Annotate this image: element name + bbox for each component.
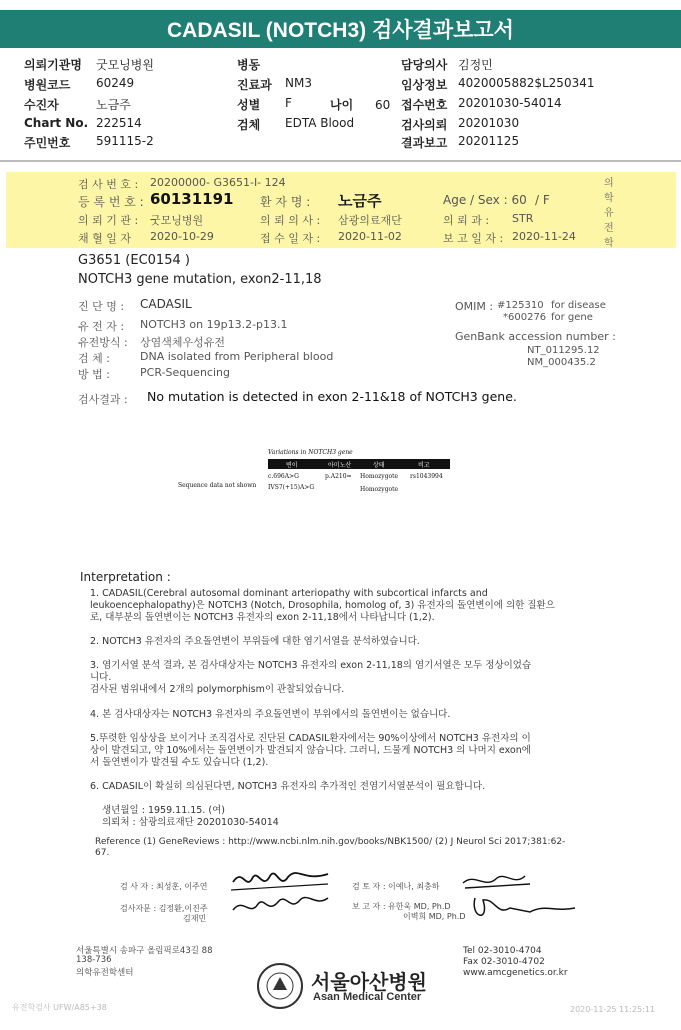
- consultant: 검사자문 : 김정환,이진주: [120, 904, 208, 913]
- reg-no-label: 등 록 번 호 :: [78, 195, 144, 209]
- header-value: 20201030-54014: [458, 96, 562, 110]
- reference-line: Reference (1) GeneReviews : http://www.ncbi.nlm.nih.gov/books/NBK1500/ (2) J Neurol Sci 2017;381:62-: [95, 837, 566, 847]
- address-line: 138-736: [76, 955, 112, 965]
- diag: CADASIL: [140, 297, 192, 311]
- header-label: 병원코드: [24, 78, 71, 92]
- tel: Tel 02-3010-4704: [463, 946, 542, 956]
- header-label: 검사의뢰: [401, 118, 448, 132]
- interp-line: 1. CADASIL(Cerebral autosomal dominant arteriopathy with subcortical infarcts and: [90, 588, 488, 599]
- variations-title: Variations in NOTCH3 gene: [268, 449, 353, 456]
- header-divider: [0, 160, 681, 162]
- var-cell: rs1043994: [410, 473, 443, 480]
- draw-date: 2020-10-29: [150, 230, 214, 243]
- result-text: No mutation is detected in exon 2-11&18 of NOTCH3 gene.: [147, 389, 517, 404]
- var-cell: Homozygote: [360, 486, 399, 493]
- seq-note: Sequence data not shown: [178, 482, 257, 489]
- header-label: 임상정보: [401, 78, 448, 92]
- age-field: [330, 96, 390, 113]
- specimen-label: 검 체 :: [78, 352, 110, 365]
- patient-name: 노금주: [338, 192, 382, 210]
- var-cell: c.696A>G: [268, 473, 299, 480]
- result-label: 검사결과 :: [78, 393, 128, 406]
- age-label: 나이: [330, 98, 354, 112]
- reviewer: 검 토 자 : 이예나, 최충하: [352, 882, 440, 891]
- interp-line: 3. 염기서열 분석 결과, 본 검사대상자는 NOTCH3 유전자의 exon 2-11,18의 염기서열은 모두 정상이었습: [90, 660, 532, 671]
- header-label: 의뢰기관명: [24, 58, 82, 72]
- header-value: 굿모닝병원: [96, 58, 154, 72]
- header-value: 60249: [96, 76, 135, 90]
- inherit-label: 유전방식 :: [78, 336, 128, 349]
- req-inst: 굿모닝병원: [150, 214, 204, 227]
- var-col-header: 변이: [286, 462, 298, 469]
- var-col-header: 상태: [373, 462, 385, 469]
- reporter-2: 이벽희 MD, Ph.D: [403, 912, 466, 921]
- reporter: 보 고 자 : 유한욱 MD, Ph.D: [352, 902, 451, 911]
- interp-line: leukoencephalopathy)은 NOTCH3 (Notch, Drosophila, homolog of, 3) 유전자의 돌연변이에 의한 질환으: [90, 600, 555, 611]
- dept-label: 의 뢰 과 :: [443, 214, 490, 227]
- header-value: 591115-2: [96, 134, 154, 148]
- website: www.amcgenetics.or.kr: [463, 968, 568, 978]
- exam-no: 20200000- G3651-I- 124: [150, 176, 286, 189]
- gene: NOTCH3 on 19p13.2-p13.1: [140, 318, 288, 331]
- variations-header: [268, 459, 450, 469]
- omim-disease: #125310: [497, 300, 544, 311]
- header-label: 접수번호: [401, 98, 448, 112]
- test-code: G3651 (EC0154 ): [78, 253, 190, 268]
- interp-line: 로, 대부분의 돌연변이는 NOTCH3 유전자의 exon 2-11,18에서 나타납니다 (1,2).: [90, 612, 435, 623]
- interp-line: 2. NOTCH3 유전자의 주요돌연변이 부위들에 대한 염기서열을 분석하였습니다.: [90, 636, 420, 647]
- diag-label: 진 단 명 :: [78, 300, 125, 313]
- genbank-label: GenBank accession number :: [455, 330, 616, 343]
- side-text: 의학유전학: [604, 178, 614, 249]
- var-col-header: 아미노산: [328, 462, 352, 469]
- header-value: 20201125: [458, 134, 520, 148]
- reg-no: 60131191: [150, 190, 234, 208]
- agesex-label: Age / Sex : 60: [443, 193, 527, 207]
- examiner: 검 사 자 : 최성훈, 이주연: [120, 882, 208, 891]
- header-value: F: [285, 96, 292, 110]
- test-name: NOTCH3 gene mutation, exon2-11,18: [78, 272, 322, 287]
- report-title: CADASIL (NOTCH3) 검사결과보고서: [0, 10, 681, 48]
- interp-line: 6. CADASIL이 확실히 의심된다면, NOTCH3 유전자의 추가적인 전염기서열분석이 필요합니다.: [90, 781, 486, 792]
- header-label: 진료과: [237, 78, 272, 92]
- header-label: Chart No.: [24, 116, 89, 130]
- examiner-signature-icon: [228, 862, 338, 922]
- header-value: NM3: [285, 76, 312, 90]
- report-date: 2020-11-24: [512, 230, 576, 243]
- header-label: 주민번호: [24, 136, 71, 150]
- omim-gene: *600276: [503, 312, 547, 323]
- header-label: 담당의사: [401, 58, 448, 72]
- hospital-name-kr: 서울아산병원: [311, 970, 427, 994]
- draw-date-label: 채 혈 일 자: [78, 232, 131, 245]
- dept: STR: [512, 212, 534, 225]
- var-cell: p.A210=: [325, 473, 352, 480]
- address-line: 서울특별시 송파구 올림픽로43길 88: [76, 946, 213, 956]
- recv-date: 2020-11-02: [338, 230, 402, 243]
- footer-stamp-left: 유전학검사 UFW/A85+38: [12, 1003, 107, 1012]
- footer-stamp-right: 2020-11-25 11:25:11: [570, 1005, 655, 1014]
- method: PCR-Sequencing: [140, 366, 230, 379]
- consultant-2: 김재민: [183, 914, 207, 923]
- interp-line: 니다.: [90, 672, 112, 683]
- patient-label: 환 자 명 :: [260, 195, 311, 209]
- omim-disease-note: for disease: [551, 300, 606, 311]
- req-doc-label: 의 뢰 의 사 :: [260, 214, 321, 227]
- address-line: 의학유전학센터: [76, 968, 134, 978]
- req-inst-label: 의 뢰 기 관 :: [78, 214, 139, 227]
- header-value: EDTA Blood: [285, 116, 355, 130]
- requester: 의뢰처 : 삼광의료재단 20201030-54014: [102, 817, 279, 828]
- reviewer-signature-icon: [455, 868, 580, 928]
- interp-line: 4. 본 검사대상자는 NOTCH3 유전자의 주요돌연변이 부위에서의 돌연변이는 없습니다.: [90, 709, 451, 720]
- header-label: 수진자: [24, 98, 59, 112]
- birth-date: 생년월일 : 1959.11.15. (여): [102, 805, 225, 816]
- genbank-nt: NT_011295.12: [527, 345, 600, 356]
- header-value: 김정민: [458, 58, 493, 72]
- header-value: 노금주: [96, 98, 131, 112]
- var-cell: IVS7(+15)A>G: [268, 484, 315, 491]
- specimen: DNA isolated from Peripheral blood: [140, 350, 334, 363]
- genbank-nm: NM_000435.2: [527, 357, 596, 368]
- agesex-value: / F: [535, 193, 550, 207]
- interp-line: 검사된 범위내에서 2개의 polymorphism이 관찰되었습니다.: [90, 684, 345, 695]
- recv-date-label: 접 수 일 자 :: [260, 232, 321, 245]
- hospital-name-en: Asan Medical Center: [313, 991, 422, 1003]
- interp-line: 서 돌연변이가 발견될 수도 있습니다 (1,2).: [90, 757, 269, 768]
- header-value: 222514: [96, 116, 142, 130]
- interp-title: Interpretation :: [80, 570, 171, 584]
- interp-line: 5.뚜렷한 임상상을 보이거나 조직검사로 진단된 CADASIL환자에서는 90%이상에서 NOTCH3 유전자의 이: [90, 733, 531, 744]
- req-doc: 삼광의료재단: [338, 214, 402, 227]
- method-label: 방 법 :: [78, 368, 110, 381]
- hospital-seal-icon: [256, 962, 304, 1010]
- header-label: 결과보고: [401, 136, 448, 150]
- header-label: 성별: [237, 98, 261, 112]
- inherit: 상염색체우성유전: [140, 336, 226, 349]
- var-cell: Homozygote: [360, 473, 399, 480]
- interp-line: 상이 발견되고, 약 10%에서는 돌연변이가 발견되지 않습니다. 그러니, 드물게 NOTCH3 의 나머지 exon에: [90, 745, 531, 756]
- header-label: 검체: [237, 118, 261, 132]
- var-col-header: 비고: [418, 462, 430, 469]
- header-label: 병동: [237, 58, 261, 72]
- age-value: 60: [375, 98, 391, 112]
- exam-no-label: 검 사 번 호 :: [78, 178, 139, 191]
- report-date-label: 보 고 일 자 :: [443, 232, 504, 245]
- reference-line: 67.: [95, 848, 110, 858]
- fax: Fax 02-3010-4702: [463, 957, 545, 967]
- gene-label: 유 전 자 :: [78, 320, 125, 333]
- header-value: 20201030: [458, 116, 520, 130]
- omim-gene-note: for gene: [551, 312, 593, 323]
- header-value: 4020005882$L250341: [458, 76, 595, 90]
- omim-label: OMIM :: [455, 300, 494, 313]
